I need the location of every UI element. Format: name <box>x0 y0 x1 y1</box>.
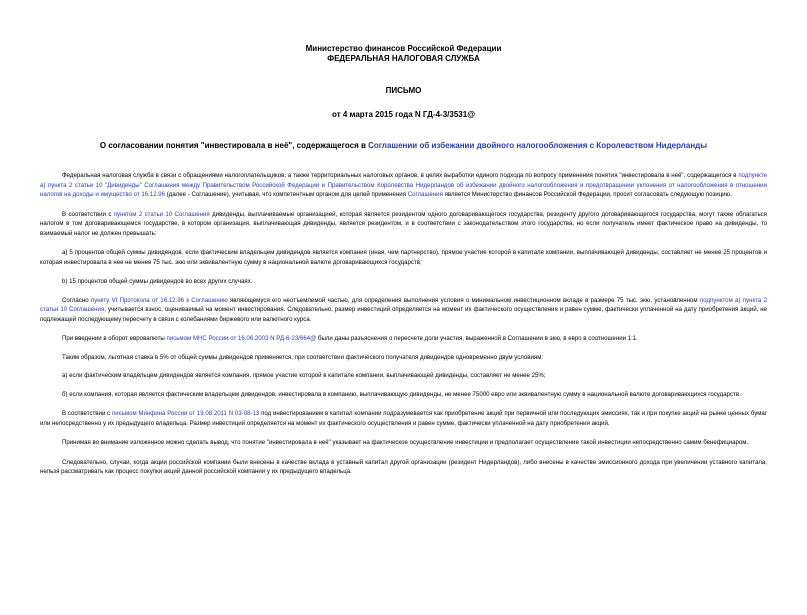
document-body <box>40 171 767 477</box>
paragraph-text: Федеральная налоговая служба в связи с обращениями налогоплательщиков, а также территориальных налоговых органов, в целях выработки единого подхода по вопросу применения понятия "инвестировала в неё", содержащегося в <box>62 172 739 179</box>
document-type: ПИСЬМО <box>385 86 422 95</box>
paragraph-9: б) если компания, которая является фактическим владельцем дивидендов, инвестировала в компанию, выплачивающую дивиденды, не менее 75000 евро или эквивалентную сумму в национальной валюте договаривающихся государств. <box>62 390 741 398</box>
paragraph-text: под инвестированием в капитал компании подразумевается как приобретение акций при первичной или последующих эмиссиях, так и при покупке акций на рынке ценных бумаг или непосредственно у их предыдущего владельца. Размер инвестиций определяется на момент их фактического осуществления и равен сумме, фактически уплаченной на дату приобретения акций. <box>40 410 767 427</box>
minfin-letter-link[interactable]: письмом Минфина России от 19.08.2011 N 03-08-13 <box>111 410 260 417</box>
paragraph-8: а) если фактическим владельцем дивидендов является компания, прямое участие которой в капитале компании, выплачивающей дивиденды, составляет не менее 25%; <box>62 372 546 379</box>
document-date-number: от 4 марта 2015 года N ГД-4-3/3531@ <box>332 110 475 119</box>
subject-text: О согласовании понятия "инвестировала в неё", содержащегося в <box>99 141 369 150</box>
paragraph-12: Следовательно, случаи, когда акции российской компании были внесены в качестве вклада в уставный капитал другой организации (резидент Нидерландов), либо внесены в качестве эмиссионного дохода при увеличении уставного капитала, нельзя рассматривать как процесс покупки акций данной российской компании у их предыдущего владельца. <box>40 458 767 475</box>
paragraph-7: Таким образом, льготная ставка в 5% от общей суммы дивидендов применяется, при соответствии фактического получателя дивидендов одновременно двум условиям: <box>62 353 544 361</box>
paragraph-text: В соответствии с <box>62 410 112 417</box>
paragraph-3: а) 5 процентов общей суммы дивидендов, если фактическим владельцем дивидендов является компания (иная, чем партнерство), прямое участие которой в капитале компании, выплачивающей дивиденды, составляет не менее 25 процентов и которая инвестировала в нее не менее 75 тыс. экю или эквивалентную сумму в национальной валюте договаривающихся государств; <box>40 249 767 266</box>
agreement-article-10-link[interactable]: подпункте а) пункта 2 статьи 10 "Дивиденды" Соглашения между Правительством Российской Федерации и Правительством Королевства Нидерландов об избежании двойного налогообложения и предотвращении уклонения от налогообложения в отношении налогов на доходы и имущество от 16.12.96 <box>40 172 767 198</box>
document-subject <box>40 141 767 151</box>
paragraph-1 <box>40 171 767 200</box>
paragraph-text: , учитывается взнос, оцениваемый на момент инвестирования. Следовательно, размер инвестиций определяется на момент их фактического осуществления и равен сумме, фактически уплаченной на дату приобретения акций, не подлежащей последующему пересчету в связи с колебаниями биржевого или валютного курса. <box>40 306 768 323</box>
paragraph-text: При введении в оборот евровалюты <box>62 335 167 342</box>
paragraph-10 <box>40 409 767 428</box>
protocol-point-vi-link[interactable]: пункту VI Протокола от 16.12.96 к Соглашению <box>90 296 228 304</box>
paragraph-2 <box>40 210 767 239</box>
article-10-point-2-link[interactable]: пунктом 2 статьи 10 Соглашения <box>113 210 210 218</box>
paragraph-text: являющемуся его неотъемлемой частью, для определения выполнения условия о минимальном инвестиционном вкладе в размере 75 тыс. экю, установленном <box>227 296 700 304</box>
paragraph-5 <box>40 296 767 325</box>
document-header <box>40 44 767 120</box>
subpoint-a-link[interactable]: подпунктом а) пункта 2 статьи 10 Соглашения <box>40 296 767 313</box>
paragraph-text: Согласно <box>62 296 91 304</box>
paragraph-text: (далее - Соглашение), учитывая, что компетентным органом для целей применения <box>165 191 408 198</box>
document-page <box>0 44 807 615</box>
agreement-link[interactable]: Соглашения <box>407 191 443 198</box>
service-name: ФЕДЕРАЛЬНАЯ НАЛОГОВАЯ СЛУЖБА <box>327 54 480 63</box>
paragraph-text: является Министерство финансов Российской Федерации, просит согласовать следующую позицию. <box>442 191 732 198</box>
paragraph-6 <box>40 334 767 344</box>
paragraph-text: были даны разъяснения о пересчете доли участия, выраженной в Соглашении в экю, в евро в соотношении 1:1. <box>316 335 638 342</box>
mns-letter-link[interactable]: письмом МНС России от 16.06.2003 N РД-6-23/664@ <box>166 335 317 342</box>
ministry-name: Министерство финансов Российской Федерации <box>305 44 502 53</box>
paragraph-text: дивиденды, выплачиваемые организацией, которая является резидентом одного договаривающегося государства, резиденту другого договаривающегося государства, могут также облагаться налогом в том договаривающемся государстве, в котором организация, выплачивающая дивиденды, является резидентом, и в соответствии с законодательством этого государства, но если получатель имеет фактическое право на дивиденды, то взимаемый налог не должен превышать: <box>40 210 767 237</box>
paragraph-text: В соответствии с <box>62 210 114 218</box>
paragraph-11: Принимая во внимание изложенное можно сделать вывод, что понятие "инвестировала в неё" указывает на фактическое осуществление инвестиции и предполагает осуществление такой инвестиции непосредственно самим бенефициаром. <box>62 439 749 446</box>
subject-agreement-link[interactable]: Соглашении об избежании двойного налогообложения с Королевством Нидерланды <box>368 141 708 150</box>
paragraph-4: b) 15 процентов общей суммы дивидендов во всех других случаях. <box>62 278 253 285</box>
